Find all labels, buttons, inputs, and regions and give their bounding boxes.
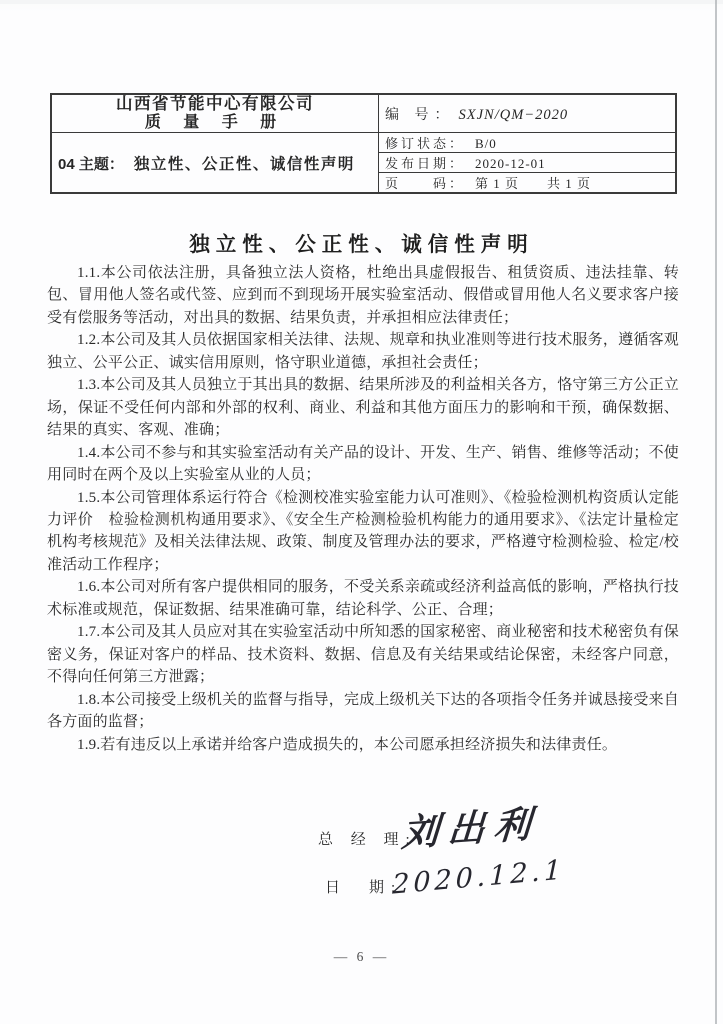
page-number-cell	[379, 173, 677, 194]
topic-label: 04 主题：	[58, 155, 124, 173]
clause-1-7: 1.7.本公司及其人员应对其在实验室活动中所知悉的国家秘密、商业秘密和技术秘密负有保密义务，保证对客户的样品、技术资料、数据、信息及有关结果或结论保密，未经客户同意，不得向任何第三方泄露；	[47, 624, 679, 686]
scan-artifact-top	[0, 0, 723, 4]
sign-date-label: 日 期:	[325, 880, 403, 896]
page-number-value: 第 1 页 共 1 页	[475, 176, 592, 191]
revision-cell	[379, 133, 677, 153]
clause-1-8: 1.8.本公司接受上级机关的监督与指导，完成上级机关下达的各项指令任务并诚恳接受来自各方面的监督；	[47, 691, 679, 731]
issue-date-label: 发布日期：	[385, 156, 466, 171]
company-title-cell	[51, 94, 379, 133]
clause-1-4: 1.4.本公司不参与和其实验室活动有关产品的设计、开发、生产、销售、维修等活动；不使用同时在两个及以上实验室从业的人员；	[47, 444, 679, 484]
document-title: 独立性、公正性、诚信性声明	[189, 233, 534, 256]
manual-title: 质 量 手 册	[144, 114, 286, 131]
declaration-body	[47, 262, 679, 756]
clause-1-1: 1.1.本公司依法注册，具备独立法人资格，杜绝出具虚假报告、租赁资质、违法挂靠、转包、冒用他人签名或代签、应到而不到现场开展实验室活动、假借或冒用他人名义要求客户接受有偿服务等活动，对出具的数据、结果负责，并承担相应法律责任；	[47, 265, 679, 326]
doc-number-label: 编 号：	[385, 107, 455, 123]
revision-label: 修订状态：	[385, 136, 466, 151]
document-header-table	[50, 93, 677, 194]
topic-value: 独立性、公正性、诚信性声明	[133, 155, 355, 173]
doc-number-value: SXJN/QM−2020	[458, 106, 569, 123]
doc-number-cell	[379, 94, 677, 133]
scan-artifact-right-edge	[715, 0, 717, 1024]
clause-1-9: 1.9.若有违反以上承诺并给客户造成损失的，本公司愿承担经济损失和法律责任。	[77, 736, 618, 753]
clause-1-2: 1.2.本公司及其人员依据国家相关法律、法规、规章和执业准则等进行技术服务，遵循客观独立、公平公正、诚实信用原则，恪守职业道德，承担社会责任；	[47, 332, 679, 371]
revision-value: B/0	[475, 136, 497, 151]
clause-1-5: 1.5.本公司管理体系运行符合《检测校准实验室能力认可准则》、《检验检测机构资质认定能力评价 检验检测机构通用要求》、《安全生产检测检验机构能力的通用要求》、《法定计量检定机构考核规范》及相关法律法规、政策、制度及管理办法的要求，严格遵守检测检验、检定/校准活动工作程序；	[47, 489, 679, 573]
company-name: 山西省节能中心有限公司	[116, 95, 314, 113]
general-manager-signature-handwriting: 刘出利	[400, 801, 542, 855]
general-manager-label: 总 经 理:	[318, 832, 417, 848]
topic-cell	[51, 133, 379, 194]
clause-1-6: 1.6.本公司对所有客户提供相同的服务，不受关系亲疏或经济利益高低的影响，严格执行技术标准或规范，保证数据、结果准确可靠，结论科学、公正、合理；	[47, 579, 679, 618]
footer-page-number: — 6 —	[333, 949, 390, 964]
issue-date-cell	[379, 153, 677, 173]
page-number-label: 页 码：	[385, 176, 466, 191]
clause-1-3: 1.3.本公司及其人员独立于其出具的数据、结果所涉及的利益相关各方，恪守第三方公正立场，保证不受任何内部和外部的权利、商业、利益和其他方面压力的影响和干预，确保数据、结果的真实、客观、准确；	[47, 377, 679, 439]
sign-date-handwriting: 2020.12.1	[392, 854, 566, 901]
issue-date-value: 2020-12-01	[475, 156, 546, 171]
